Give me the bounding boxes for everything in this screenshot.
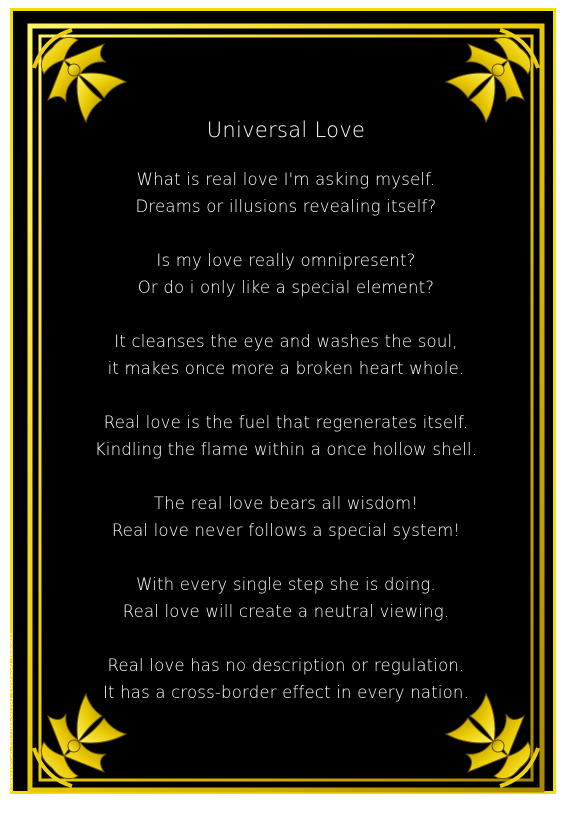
poem-line: It cleanses the eye and washes the soul, bbox=[114, 332, 458, 351]
poem-line: Kindling the flame within a once hollow shell. bbox=[94, 440, 478, 459]
source-license: Source: kibls.neocities.org/en/book8.html#poem16, License: https://creativecommons.org/licenses/by-sa/4.0/ bbox=[11, 797, 561, 808]
fleur-de-lis-ornament-icon bbox=[34, 30, 126, 122]
poem-line: It has a cross-border effect in every nation. bbox=[102, 683, 470, 702]
poem-line: it makes once more a broken heart whole. bbox=[107, 359, 465, 378]
poem-line: Is my love really omnipresent? bbox=[156, 251, 416, 270]
poem-title: Universal Love bbox=[206, 118, 366, 142]
poem-line: Real love has no description or regulation. bbox=[107, 656, 465, 675]
poem-line: What is real love I'm asking myself. bbox=[136, 170, 436, 189]
stanza bbox=[40, 328, 532, 382]
stanza bbox=[40, 490, 532, 544]
poem-line: Real love will create a neutral viewing. bbox=[122, 602, 450, 621]
stanza bbox=[40, 409, 532, 463]
poem-line: Or do i only like a special element? bbox=[137, 278, 435, 297]
poem-line: The real love bears all wisdom! bbox=[153, 494, 419, 513]
poem-line: Dreams or illusions revealing itself? bbox=[135, 197, 437, 216]
poem bbox=[40, 118, 532, 733]
stanza bbox=[40, 571, 532, 625]
fleur-de-lis-ornament-icon bbox=[446, 30, 538, 122]
stanza bbox=[40, 652, 532, 706]
poem-line: Real love never follows a special system! bbox=[111, 521, 461, 540]
authors-credit: Authors: Amazona, KiBLS, Izzari bbox=[4, 632, 15, 792]
poem-line: With every single step she is doing. bbox=[136, 575, 436, 594]
poem-line: Real love is the fuel that regenerates itself. bbox=[103, 413, 469, 432]
stanza bbox=[40, 166, 532, 220]
stanza bbox=[40, 247, 532, 301]
